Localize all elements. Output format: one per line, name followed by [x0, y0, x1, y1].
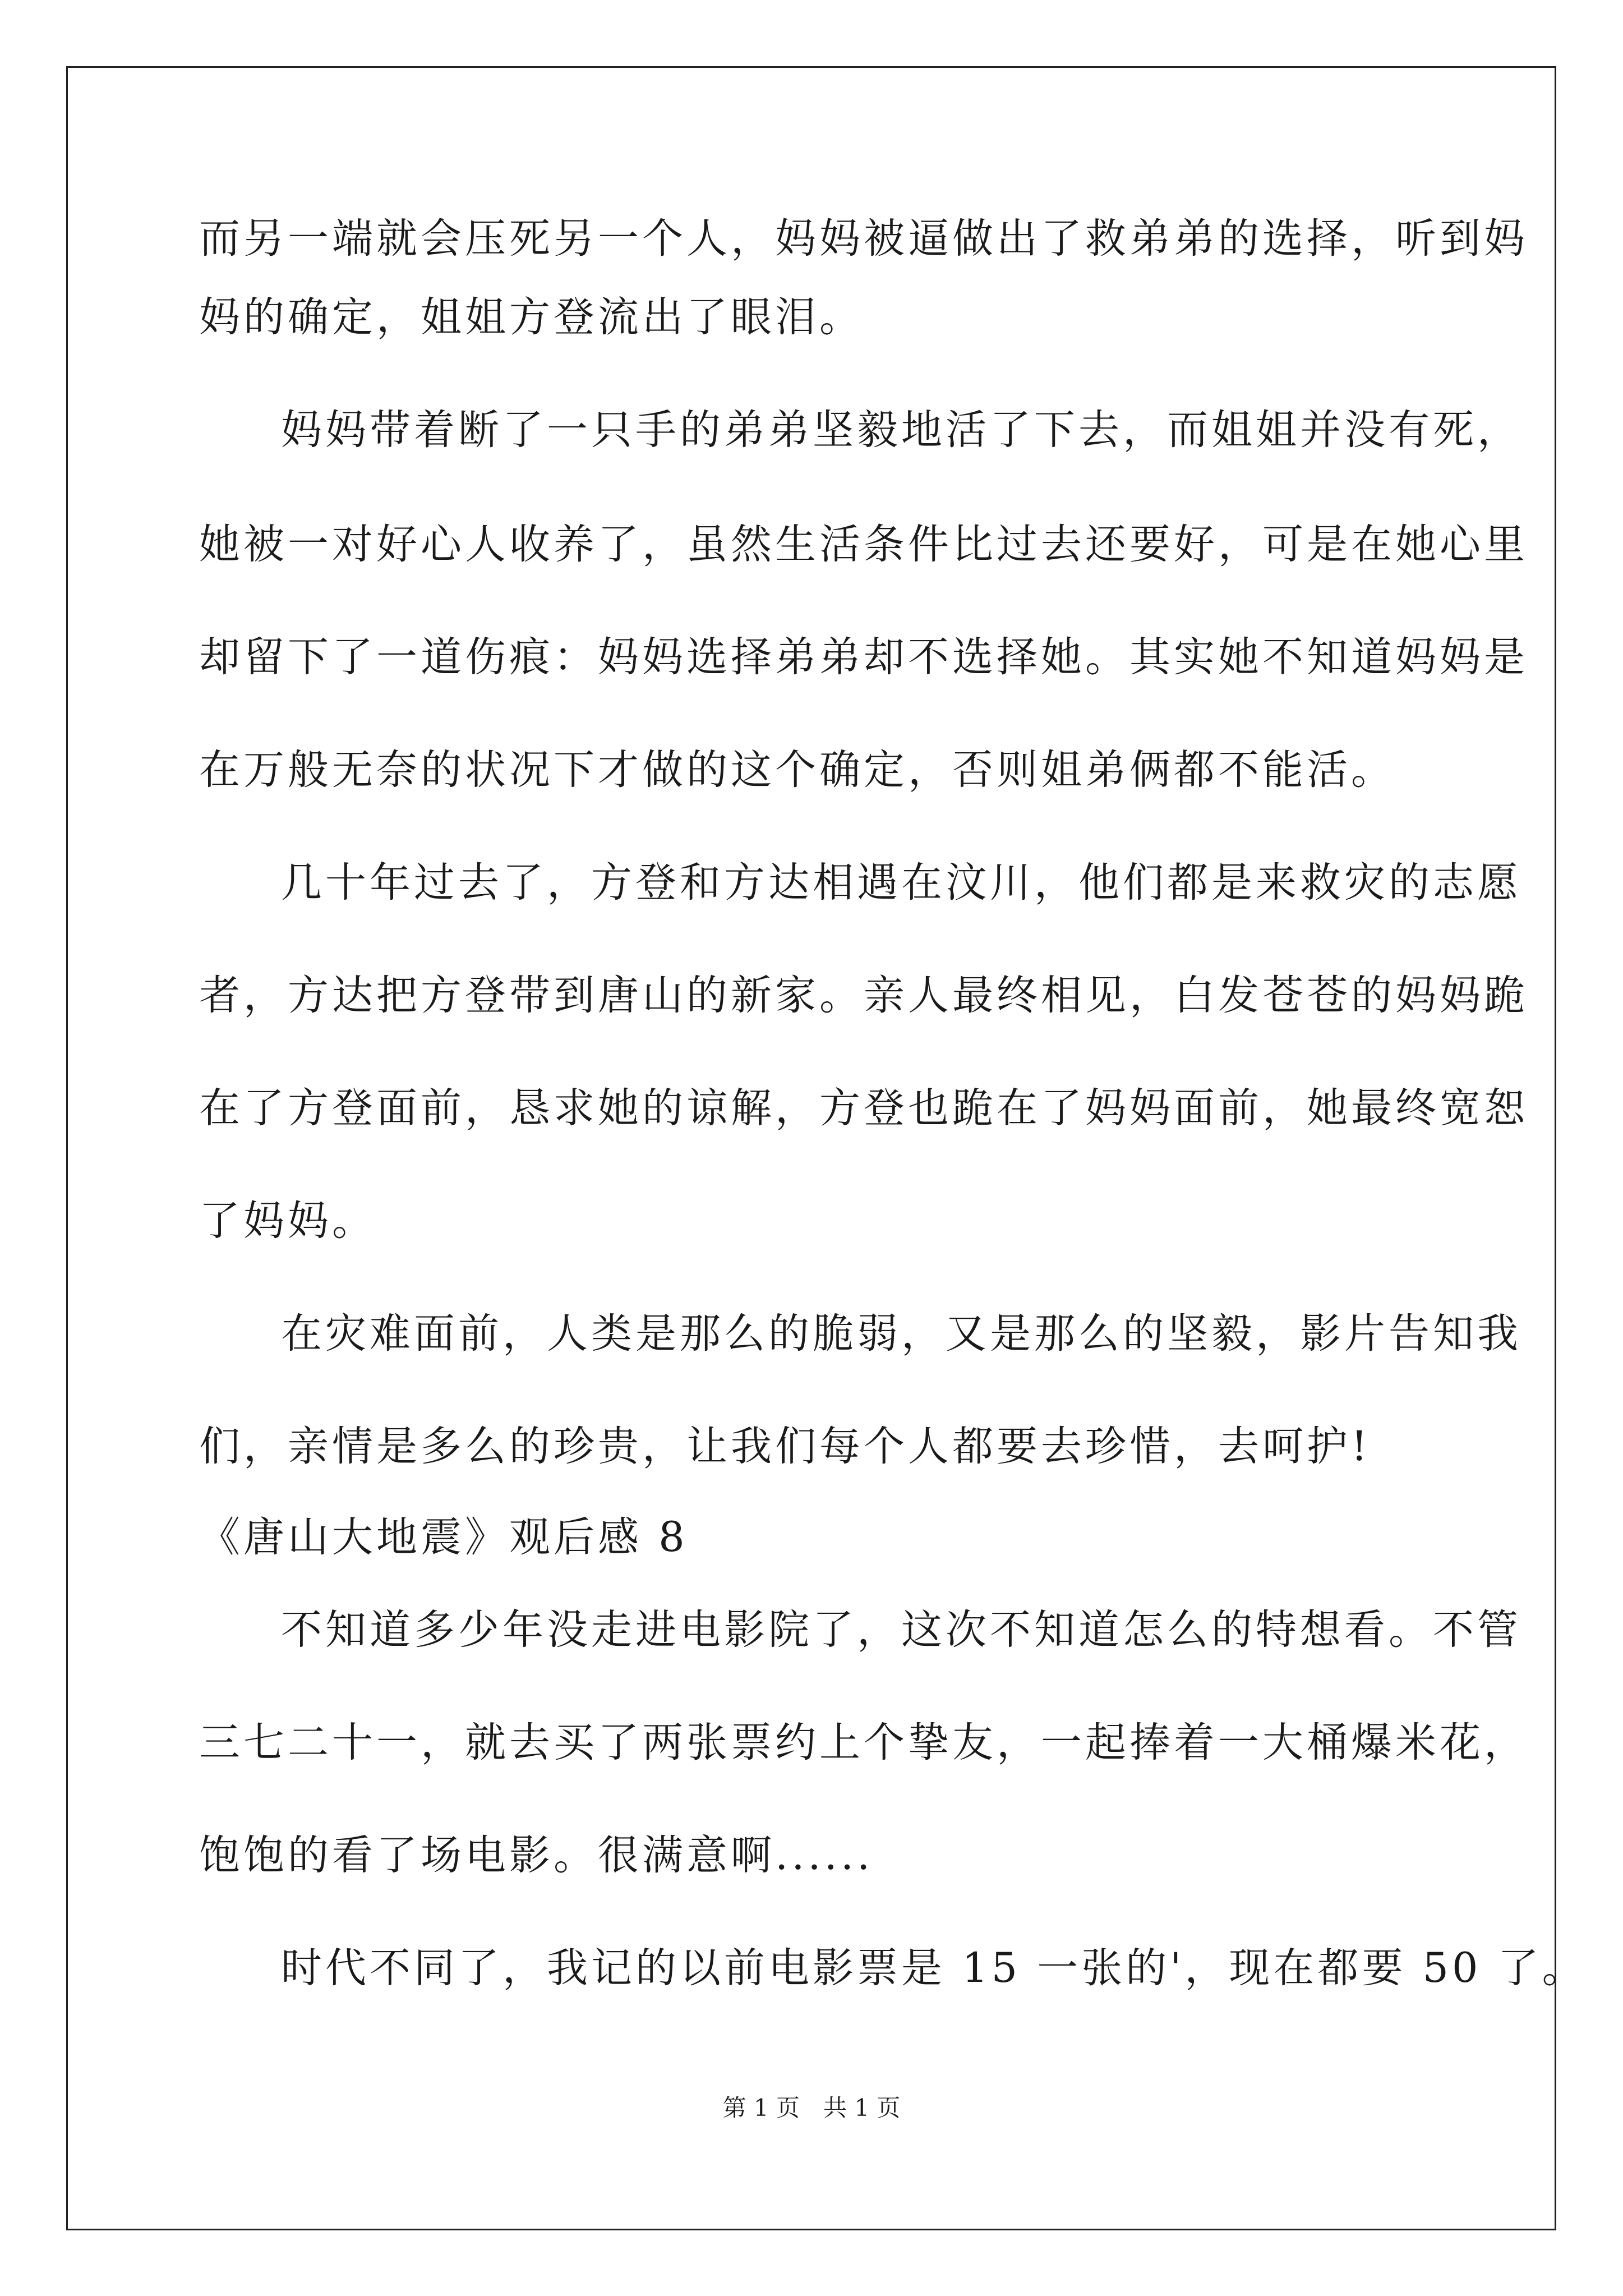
paragraph-start: 不知道多少年没走进电影院了，这次不知道怎么的特想看。不管 — [281, 1606, 1521, 1654]
section-heading: 《唐山大地震》观后感 8 — [199, 1513, 688, 1561]
text-line: 在了方登面前，恳求她的谅解，方登也跪在了妈妈面前，她最终宽恕 — [199, 1084, 1528, 1132]
text-line: 们，亲情是多么的珍贵，让我们每个人都要去珍惜，去呵护! — [199, 1423, 1371, 1470]
text-line: 她被一对好心人收养了，虽然生活条件比过去还要好，可是在她心里 — [199, 521, 1528, 568]
page-border — [66, 66, 1556, 2230]
text-line: 饱饱的看了场电影。很满意啊...... — [199, 1832, 874, 1879]
text-line: 了妈妈。 — [199, 1197, 376, 1245]
text-line: 而另一端就会压死另一个人，妈妈被逼做出了救弟弟的选择，听到妈 — [199, 215, 1528, 263]
paragraph-start: 几十年过去了，方登和方达相遇在汶川，他们都是来救灾的志愿 — [281, 859, 1521, 907]
text-line: 却留下了一道伤痕：妈妈选择弟弟却不选择她。其实她不知道妈妈是 — [199, 633, 1528, 681]
text-line: 在万般无奈的状况下才做的这个确定，否则姐弟俩都不能活。 — [199, 746, 1395, 794]
paragraph-start: 在灾难面前，人类是那么的脆弱，又是那么的坚毅，影片告知我 — [281, 1310, 1521, 1358]
paragraph-start: 妈妈带着断了一只手的弟弟坚毅地活了下去，而姐姐并没有死， — [281, 406, 1521, 454]
text-line: 三七二十一，就去买了两张票约上个挚友，一起捧着一大桶爆米花， — [199, 1719, 1528, 1766]
page-number-footer: 第 1 页 共 1 页 — [722, 2094, 901, 2122]
text-line: 者，方达把方登带到唐山的新家。亲人最终相见，白发苍苍的妈妈跪 — [199, 972, 1528, 1019]
paragraph-start: 时代不同了，我记的以前电影票是 15 一张的'，现在都要 50 了。 — [281, 1944, 1587, 1992]
text-line: 妈的确定，姐姐方登流出了眼泪。 — [199, 293, 864, 341]
